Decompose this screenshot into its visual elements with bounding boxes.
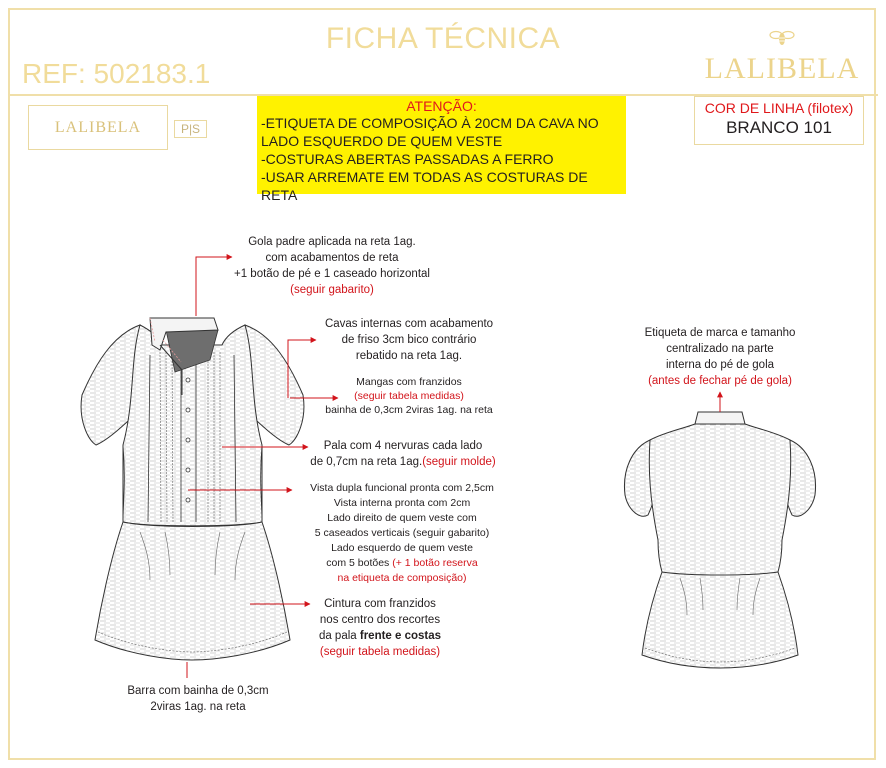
note-sleeves xyxy=(306,375,512,417)
note-back-label xyxy=(618,325,822,389)
note-line-red: (antes de fechar pé de gola) xyxy=(648,375,792,387)
back-collar xyxy=(695,412,745,424)
note-line: Vista dupla funcional pronta com 2,5cm xyxy=(310,482,494,494)
note-line: nos centro dos recortes xyxy=(319,614,441,626)
brand-name: LALIBELA xyxy=(704,52,860,85)
note-text: de 0,7cm na reta 1ag. xyxy=(310,456,423,468)
note-line: com acabamentos de reta xyxy=(265,252,399,264)
front-view xyxy=(81,318,304,660)
thread-color-value: BRANCO 101 xyxy=(726,118,832,137)
warning-line: LADO ESQUERDO DE QUEM VESTE xyxy=(261,133,503,149)
note-line: Cavas internas com acabamento xyxy=(324,318,494,330)
back-body xyxy=(642,424,798,668)
note-line: Mangas com franzidos xyxy=(356,376,462,388)
note-text-red: (+ 1 botão reserva xyxy=(392,557,478,569)
note-line xyxy=(292,454,514,470)
note-waist xyxy=(300,596,460,660)
thread-color-label: COR DE LINHA (filotex) xyxy=(704,100,854,116)
warning-line: -ETIQUETA DE COMPOSIÇÃO À 20CM DA CAVA NO xyxy=(261,115,599,131)
note-text: da pala xyxy=(318,630,357,642)
reference-number: REF: 502183.1 xyxy=(22,58,211,89)
note-line: Lado esquerdo de quem veste xyxy=(331,542,473,554)
note-text: com 5 botões xyxy=(326,557,390,569)
note-line: 5 caseados verticais (seguir gabarito) xyxy=(314,527,490,539)
note-line: interna do pé de gola xyxy=(665,359,775,371)
note-text-bold: frente e costas xyxy=(359,630,442,642)
note-line: bainha de 0,3cm 2viras 1ag. na reta xyxy=(325,404,493,416)
note-line-red: (seguir gabarito) xyxy=(290,284,374,296)
note-line: Pala com 4 nervuras cada lado xyxy=(323,440,483,452)
note-line: rebatido na reta 1ag. xyxy=(355,350,463,362)
note-line: centralizado na parte xyxy=(666,343,774,355)
note-line: Lado direito de quem veste com xyxy=(327,512,477,524)
warning-line: -COSTURAS ABERTAS PASSADAS A FERRO xyxy=(261,151,554,167)
note-line: +1 botão de pé e 1 caseado horizontal xyxy=(234,268,430,280)
note-line-red: na etiqueta de composição) xyxy=(337,572,467,584)
back-view xyxy=(624,412,815,668)
note-line: Gola padre aplicada na reta 1ag. xyxy=(248,236,416,248)
warning-line: -USAR ARREMATE EM TODAS AS COSTURAS DE RETA xyxy=(261,169,588,203)
note-line: de friso 3cm bico contrário xyxy=(341,334,477,346)
label-brand: LALIBELA xyxy=(54,119,142,136)
note-armhole xyxy=(306,316,512,364)
note-line: Barra com bainha de 0,3cm xyxy=(127,685,269,697)
note-line: Vista interna pronta com 2cm xyxy=(333,497,471,509)
warning-title: ATENÇÃO: xyxy=(406,98,477,114)
page-title: FICHA TÉCNICA xyxy=(325,22,561,55)
note-line xyxy=(300,628,460,644)
size-label: P|S xyxy=(174,120,207,138)
note-line xyxy=(290,556,514,571)
note-text-red: (seguir molde) xyxy=(422,456,496,468)
note-placket xyxy=(290,481,514,586)
note-line-red: (seguir tabela medidas) xyxy=(354,390,464,402)
note-line-red: (seguir tabela medidas) xyxy=(319,646,441,658)
note-collar xyxy=(212,234,452,298)
note-line: Etiqueta de marca e tamanho xyxy=(644,327,796,339)
note-line: 2viras 1ag. na reta xyxy=(150,701,246,713)
note-line: Cintura com franzidos xyxy=(324,598,436,610)
note-hem xyxy=(108,683,288,715)
note-yoke xyxy=(292,438,514,470)
